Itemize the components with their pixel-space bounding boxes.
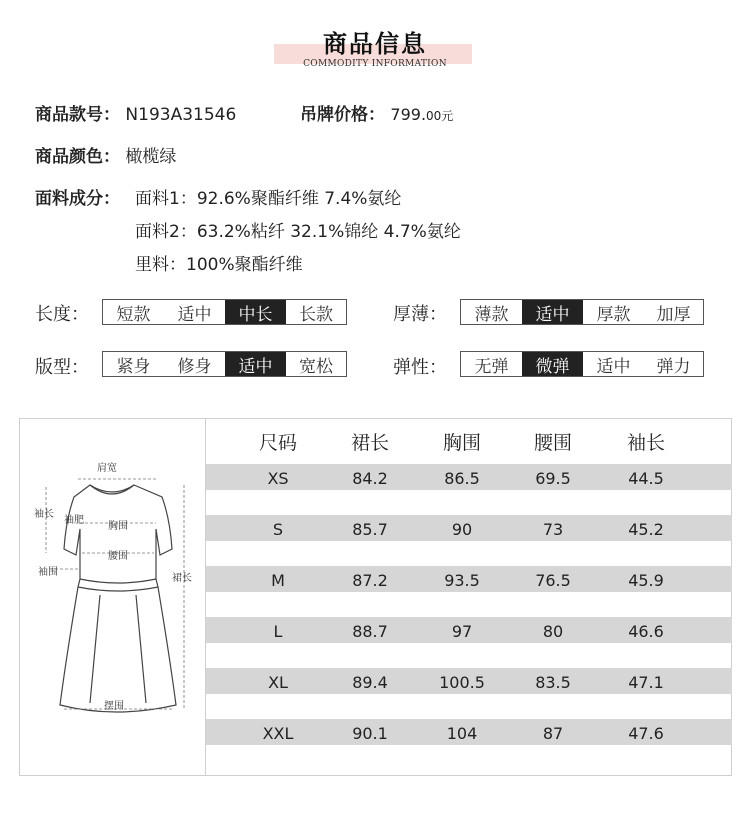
- length-option-short: 短款: [116, 304, 151, 325]
- fit-option-tight: 紧身: [116, 356, 151, 377]
- cell-sleeve-length: 47.1: [628, 673, 664, 692]
- fit-options: [102, 351, 347, 377]
- cell-waist: 73: [542, 520, 564, 539]
- length-option-long: 长款: [299, 304, 333, 325]
- label-hem: 摆围: [104, 701, 124, 712]
- cell-chest: 104: [446, 724, 478, 743]
- price-value: 799.: [390, 105, 427, 124]
- label-waist: 腰围: [108, 551, 128, 562]
- price-row: [300, 100, 453, 125]
- label-shoulder: 肩宽: [97, 463, 117, 474]
- fabric-line-1: 面料1：92.6%聚酯纤维 7.4%氨纶: [135, 189, 402, 209]
- color-label: 商品颜色：: [35, 147, 120, 167]
- cell-size: S: [272, 520, 284, 539]
- fit-option-loose: 宽松: [299, 356, 333, 377]
- cell-dress-length: 88.7: [352, 622, 388, 641]
- cell-chest: 97: [451, 622, 473, 641]
- cell-size: L: [273, 622, 283, 641]
- fit-option-slim: 修身: [177, 356, 212, 377]
- cell-waist: 80: [542, 622, 564, 641]
- thickness-options: [460, 299, 704, 325]
- fit-option-regular: 适中: [225, 352, 286, 376]
- dress-measurement-diagram: [20, 419, 205, 775]
- elasticity-option-stretch: 弹力: [656, 356, 691, 377]
- fit-label: 版型：: [35, 357, 89, 378]
- dress-waist-seam: [80, 579, 156, 583]
- cell-size: XS: [267, 469, 289, 488]
- cell-size: M: [271, 571, 285, 590]
- col-header-chest: 胸围: [442, 432, 481, 454]
- col-header-waist: 腰围: [533, 432, 572, 454]
- elasticity-option-medium: 适中: [596, 356, 631, 377]
- cell-sleeve-length: 44.5: [628, 469, 664, 488]
- thickness-option-medium: 适中: [522, 300, 583, 324]
- label-cuff: 袖围: [38, 567, 58, 578]
- dress-neckline: [90, 485, 134, 494]
- section-subtitle: COMMODITY INFORMATION: [303, 59, 447, 69]
- price-suffix: 00元: [426, 109, 454, 123]
- cell-dress-length: 87.2: [352, 571, 388, 590]
- elasticity-option-slight: 微弹: [522, 352, 583, 376]
- section-header: [0, 0, 750, 80]
- cell-dress-length: 89.4: [352, 673, 388, 692]
- color-row: [35, 142, 176, 167]
- label-sleeve-length: 袖长: [34, 509, 54, 520]
- label-chest: 胸围: [108, 521, 128, 532]
- cell-sleeve-length: 45.9: [628, 571, 664, 590]
- cell-dress-length: 84.2: [352, 469, 388, 488]
- price-label: 吊牌价格：: [300, 105, 385, 125]
- fabric-label: 面料成分：: [35, 189, 120, 209]
- cell-size: XXL: [262, 724, 294, 743]
- item-no-label: 商品款号：: [35, 105, 120, 125]
- cell-chest: 90: [451, 520, 473, 539]
- dress-fold-left: [90, 595, 100, 703]
- cell-chest: 93.5: [444, 571, 480, 590]
- cell-sleeve-length: 47.6: [628, 724, 664, 743]
- length-options: [102, 299, 347, 325]
- lining-line: 里料：100%聚酯纤维: [135, 255, 303, 275]
- cell-sleeve-length: 46.6: [628, 622, 664, 641]
- col-header-size: 尺码: [258, 432, 297, 454]
- item-no-value: N193A31546: [125, 105, 237, 125]
- elasticity-label: 弹性：: [393, 357, 447, 378]
- cell-waist: 87: [542, 724, 564, 743]
- cell-chest: 100.5: [439, 673, 485, 692]
- color-value: 橄榄绿: [125, 147, 177, 167]
- elasticity-options: [460, 351, 704, 377]
- cell-waist: 83.5: [535, 673, 571, 692]
- cell-size: XL: [268, 673, 288, 692]
- cell-waist: 76.5: [535, 571, 571, 590]
- dress-fold-right: [136, 595, 146, 703]
- cell-chest: 86.5: [444, 469, 480, 488]
- cell-dress-length: 85.7: [352, 520, 388, 539]
- cell-waist: 69.5: [535, 469, 571, 488]
- thickness-label: 厚薄：: [393, 304, 447, 325]
- cell-dress-length: 90.1: [352, 724, 388, 743]
- length-label: 长度：: [35, 304, 89, 325]
- fabric-line-2: 面料2：63.2%粘纤 32.1%锦纶 4.7%氨纶: [135, 222, 461, 242]
- label-armhole: 袖肥: [64, 515, 84, 526]
- section-title: 商品信息: [323, 30, 427, 58]
- length-option-medium: 适中: [177, 304, 212, 325]
- length-option-midi: 中长: [225, 300, 286, 324]
- cell-sleeve-length: 45.2: [628, 520, 664, 539]
- thickness-option-thick: 厚款: [596, 304, 631, 325]
- col-header-sleeve-length: 袖长: [626, 432, 665, 454]
- thickness-option-extra-thick: 加厚: [656, 304, 691, 325]
- item-no-row: [35, 100, 236, 125]
- elasticity-option-none: 无弹: [474, 356, 509, 377]
- thickness-option-thin: 薄款: [474, 304, 509, 325]
- dress-waist-seam-2: [78, 587, 158, 591]
- fabric-row: [35, 184, 120, 209]
- label-dress-length: 裙长: [172, 573, 192, 584]
- col-header-dress-length: 裙长: [350, 432, 389, 454]
